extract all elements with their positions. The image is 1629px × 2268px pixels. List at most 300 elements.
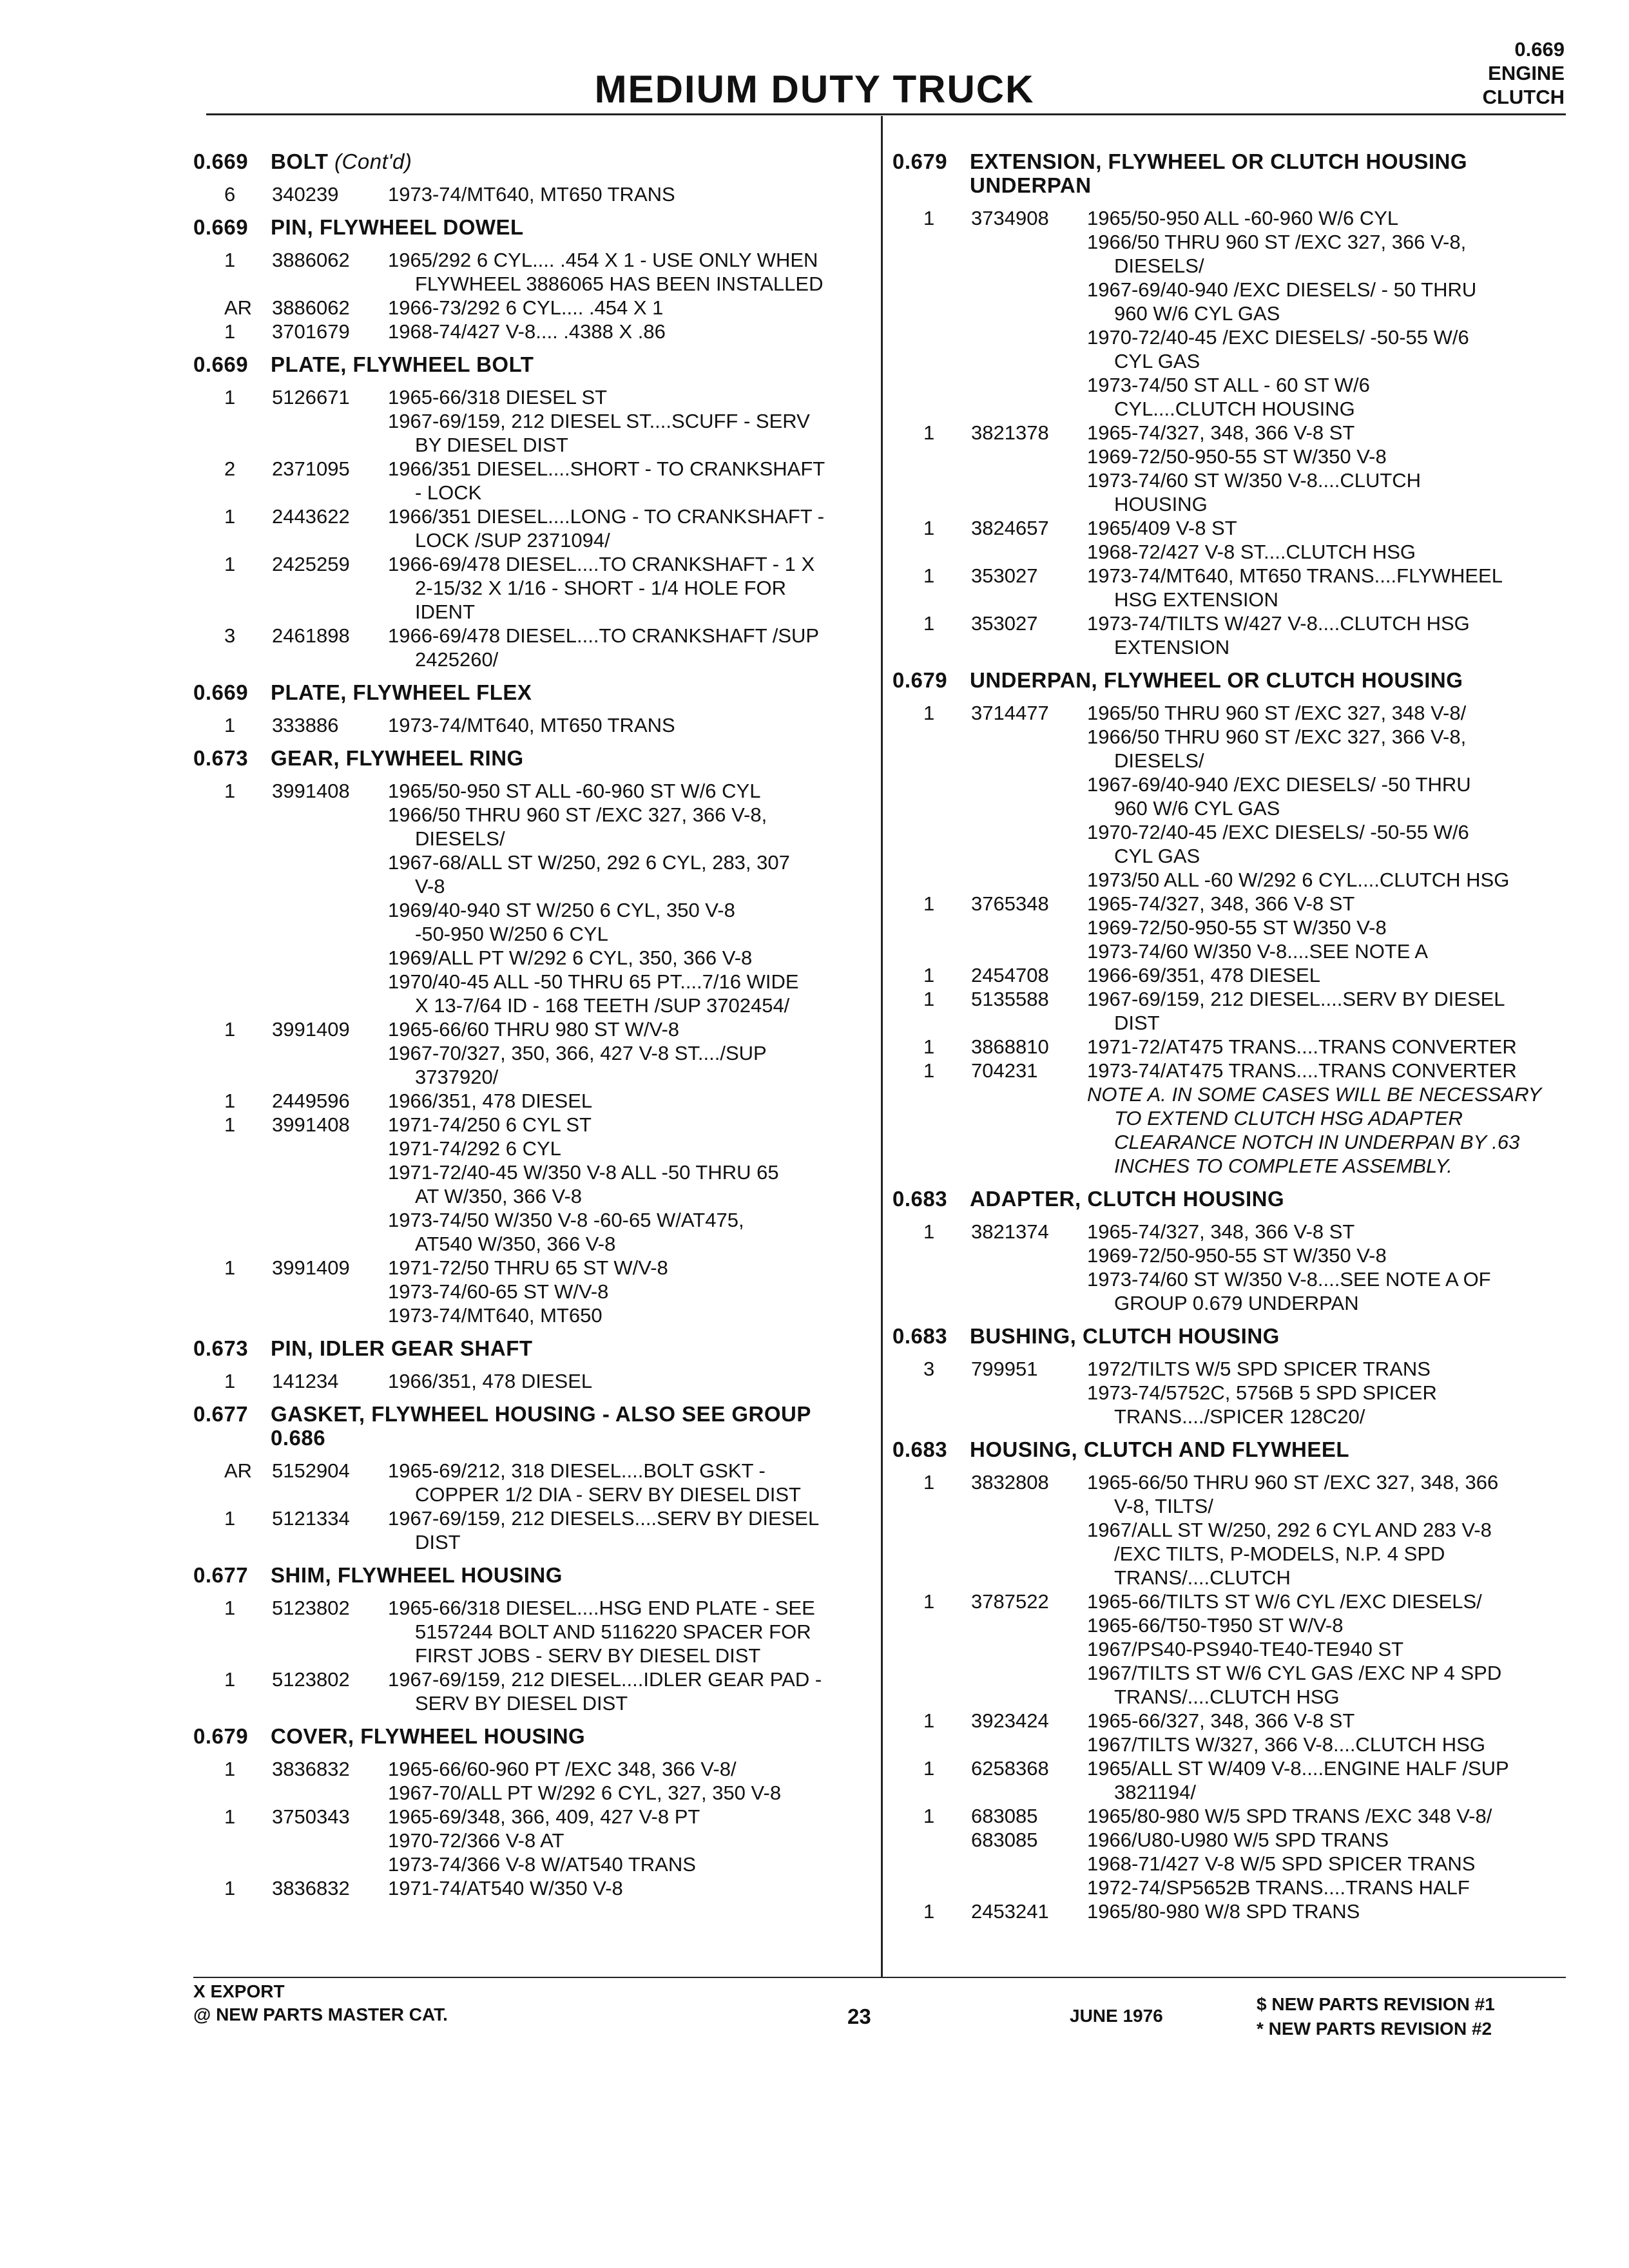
description-line: LOCK /SUP 2371094/ — [415, 529, 610, 552]
description-line: 1973-74/MT640, MT650 TRANS — [388, 183, 675, 206]
part-description — [388, 296, 857, 320]
part-number: 683085 — [971, 1829, 1038, 1851]
part-row — [193, 1805, 857, 1876]
description-line: AT540 W/350, 366 V-8 — [415, 1233, 616, 1255]
part-description — [1087, 963, 1588, 987]
part-number: 353027 — [971, 564, 1038, 587]
description-line: 1965/80-980 W/5 SPD TRANS /EXC 348 V-8/ — [1087, 1805, 1492, 1827]
part-row — [892, 1899, 1588, 1923]
part-number: 3821378 — [971, 421, 1049, 444]
part-quantity: 1 — [923, 1709, 935, 1732]
part-quantity: AR — [224, 296, 253, 319]
part-row — [193, 505, 857, 552]
description-line: 1969/ALL PT W/292 6 CYL, 350, 366 V-8 — [388, 947, 753, 969]
part-quantity: AR — [224, 1459, 253, 1482]
part-number: 3836832 — [272, 1758, 350, 1780]
part-number: 3991409 — [272, 1018, 350, 1041]
group-title-continued: 0.686 — [271, 1426, 326, 1450]
description-line: DIST — [1114, 1012, 1160, 1034]
group-title-wrap — [970, 668, 1463, 692]
part-row — [193, 248, 857, 296]
part-quantity: 1 — [923, 564, 935, 587]
description-line: 1966/351, 478 DIESEL — [388, 1090, 593, 1112]
part-quantity: 1 — [923, 988, 935, 1010]
description-line: 1971-72/AT475 TRANS....TRANS CONVERTER — [1087, 1035, 1517, 1058]
part-row — [193, 296, 857, 320]
part-quantity: 1 — [224, 320, 236, 343]
parts-group — [892, 668, 1588, 1178]
part-description — [1087, 516, 1588, 564]
part-description — [388, 1113, 857, 1256]
description-line: CYL GAS — [1114, 350, 1200, 372]
group-title: BUSHING, CLUTCH HOUSING — [970, 1324, 1280, 1348]
part-row — [193, 182, 857, 206]
left-column — [193, 149, 857, 1900]
description-line: 1966/351 DIESEL....LONG - TO CRANKSHAFT - — [388, 505, 825, 528]
part-number: 3824657 — [971, 517, 1049, 539]
group-title-wrap — [970, 1437, 1349, 1461]
description-line: SERV BY DIESEL DIST — [415, 1692, 628, 1715]
part-description — [388, 1256, 857, 1327]
part-number: 3734908 — [971, 207, 1049, 229]
group-heading — [892, 1437, 1588, 1470]
part-number: 3991409 — [272, 1256, 350, 1279]
description-line: 1966/50 THRU 960 ST /EXC 327, 366 V-8, — [388, 803, 767, 826]
note-row — [892, 1082, 1588, 1178]
part-number: 799951 — [971, 1358, 1038, 1380]
group-number: 0.677 — [193, 1563, 249, 1587]
part-quantity: 1 — [224, 1805, 236, 1828]
description-line: 1967/PS40-PS940-TE40-TE940 ST — [1087, 1638, 1404, 1660]
part-row — [193, 552, 857, 624]
part-quantity: 2 — [224, 457, 236, 480]
part-number: 2443622 — [272, 505, 350, 528]
group-heading — [193, 680, 857, 713]
part-quantity: 3 — [923, 1358, 935, 1380]
part-description — [1087, 987, 1588, 1035]
description-line: 1965-69/212, 318 DIESEL....BOLT GSKT - — [388, 1459, 766, 1482]
part-number: 3991408 — [272, 1113, 350, 1136]
part-quantity — [892, 1082, 971, 1178]
part-row — [892, 1357, 1588, 1428]
group-heading — [892, 1187, 1588, 1220]
part-quantity: 1 — [923, 1757, 935, 1780]
part-number: 340239 — [272, 183, 339, 206]
part-number: 2371095 — [272, 457, 350, 480]
description-line: V-8 — [415, 875, 445, 898]
part-number: 3868810 — [971, 1035, 1049, 1058]
group-title-wrap — [970, 1187, 1284, 1211]
group-number: 0.679 — [892, 668, 948, 692]
footer-rule — [193, 1977, 1566, 1978]
part-description — [388, 457, 857, 505]
section-number: 0.669 — [1514, 38, 1565, 61]
group-heading — [193, 1724, 857, 1757]
description-line: 1965-74/327, 348, 366 V-8 ST — [1087, 421, 1355, 444]
description-line: 1965/80-980 W/8 SPD TRANS — [1087, 1900, 1360, 1923]
description-line: 1971-74/AT540 W/350 V-8 — [388, 1877, 623, 1899]
part-quantity: 1 — [923, 1035, 935, 1058]
part-quantity: 1 — [923, 1220, 935, 1243]
part-number: 141234 — [272, 1370, 339, 1392]
description-line: V-8, TILTS/ — [1114, 1495, 1213, 1517]
part-row — [892, 892, 1588, 963]
part-quantity: 1 — [923, 612, 935, 635]
part-row — [193, 320, 857, 343]
description-line: DIST — [415, 1531, 461, 1553]
description-line: 1965-69/348, 366, 409, 427 V-8 PT — [388, 1805, 700, 1828]
description-line: 1970-72/40-45 /EXC DIESELS/ -50-55 W/6 — [1087, 821, 1469, 843]
part-number: 5123802 — [272, 1597, 350, 1619]
part-description — [388, 505, 857, 552]
part-row — [892, 421, 1588, 516]
part-quantity: 1 — [224, 249, 236, 271]
part-quantity: 1 — [923, 702, 935, 724]
description-line: CYL....CLUTCH HOUSING — [1114, 398, 1355, 420]
group-title-continued: UNDERPAN — [970, 173, 1092, 197]
part-number: 3787522 — [971, 1590, 1049, 1613]
group-title: ADAPTER, CLUTCH HOUSING — [970, 1187, 1285, 1211]
part-row — [892, 1804, 1588, 1828]
description-line: 1971-72/40-45 W/350 V-8 ALL -50 THRU 65 — [388, 1161, 779, 1184]
group-heading — [892, 668, 1588, 701]
footer-export: X EXPORT — [193, 1981, 285, 2001]
description-line: 1967-69/40-940 /EXC DIESELS/ - 50 THRU — [1087, 278, 1477, 301]
group-title: GEAR, FLYWHEEL RING — [271, 746, 524, 770]
part-number: 3765348 — [971, 892, 1049, 915]
part-description — [388, 1506, 857, 1554]
part-quantity: 3 — [224, 624, 236, 647]
group-heading — [193, 1402, 857, 1459]
part-row — [193, 1459, 857, 1506]
part-row — [193, 779, 857, 1017]
group-title: SHIM, FLYWHEEL HOUSING — [271, 1563, 563, 1587]
part-description — [388, 1876, 857, 1900]
group-heading — [193, 746, 857, 779]
part-row — [892, 987, 1588, 1035]
part-row — [193, 713, 857, 737]
description-line: 1973-74/366 V-8 W/AT540 TRANS — [388, 1853, 696, 1876]
part-number: 6258368 — [971, 1757, 1049, 1780]
part-description — [1087, 1899, 1588, 1923]
part-quantity: 1 — [923, 517, 935, 539]
description-line: 1973-74/MT640, MT650 — [388, 1304, 602, 1327]
description-line: 1973/50 ALL -60 W/292 6 CYL....CLUTCH HSG — [1087, 869, 1510, 891]
group-number: 0.673 — [193, 746, 249, 770]
parts-group — [193, 1563, 857, 1715]
part-number: 5123802 — [272, 1668, 350, 1691]
description-line: 1973-74/50 W/350 V-8 -60-65 W/AT475, — [388, 1209, 744, 1231]
description-line: X 13-7/64 ID - 168 TEETH /SUP 3702454/ — [415, 994, 790, 1017]
part-description — [1087, 1828, 1588, 1899]
footer-revision-1: $ NEW PARTS REVISION #1 — [1257, 1994, 1495, 2014]
description-line: TO EXTEND CLUTCH HSG ADAPTER — [1114, 1107, 1463, 1129]
description-line: TRANS/....CLUTCH — [1114, 1566, 1291, 1589]
section-clutch: CLUTCH — [1482, 86, 1565, 108]
part-row — [193, 385, 857, 457]
part-number: 3821374 — [971, 1220, 1049, 1243]
part-number: 5121334 — [272, 1507, 350, 1530]
group-title: PLATE, FLYWHEEL FLEX — [271, 680, 532, 704]
section-engine: ENGINE — [1488, 62, 1565, 84]
part-row — [892, 1470, 1588, 1590]
part-row — [892, 1828, 1588, 1899]
part-description — [388, 624, 857, 671]
description-line: 1965-66/60-960 PT /EXC 348, 366 V-8/ — [388, 1758, 737, 1780]
part-number: 2454708 — [971, 964, 1049, 986]
part-description — [388, 713, 857, 737]
part-number: 2461898 — [272, 624, 350, 647]
description-line: 2-15/32 X 1/16 - SHORT - 1/4 HOLE FOR — [415, 577, 787, 599]
part-quantity: 1 — [224, 1597, 236, 1619]
part-number: 3832808 — [971, 1471, 1049, 1494]
part-description — [388, 1369, 857, 1393]
description-line: DIESELS/ — [1114, 749, 1204, 772]
description-line: 1965-66/327, 348, 366 V-8 ST — [1087, 1709, 1355, 1732]
part-row — [892, 206, 1588, 421]
part-description — [1087, 1035, 1588, 1059]
part-quantity: 1 — [224, 1668, 236, 1691]
description-line: 1968-71/427 V-8 W/5 SPD SPICER TRANS — [1087, 1852, 1476, 1875]
description-line: 1965-74/327, 348, 366 V-8 ST — [1087, 1220, 1355, 1243]
part-quantity: 1 — [224, 714, 236, 736]
description-line: INCHES TO COMPLETE ASSEMBLY. — [1114, 1155, 1452, 1177]
group-heading — [193, 149, 857, 182]
part-row — [193, 1017, 857, 1089]
description-line: 1966-69/478 DIESEL....TO CRANKSHAFT - 1 X — [388, 553, 815, 575]
description-line: 1965/50 THRU 960 ST /EXC 327, 348 V-8/ — [1087, 702, 1467, 724]
part-number — [971, 1082, 1087, 1178]
description-line: 1966/50 THRU 960 ST /EXC 327, 366 V-8, — [1087, 726, 1467, 748]
group-continued: (Cont'd) — [334, 149, 412, 173]
description-line: 3821194/ — [1114, 1781, 1196, 1803]
group-title-wrap — [970, 149, 1467, 197]
description-line: 1965/ALL ST W/409 V-8....ENGINE HALF /SUP — [1087, 1757, 1509, 1780]
group-number: 0.669 — [193, 149, 249, 173]
description-line: 3737920/ — [415, 1066, 499, 1088]
description-line: 1973-74/MT640, MT650 TRANS....FLYWHEEL — [1087, 564, 1503, 587]
part-description — [388, 1089, 857, 1113]
part-number: 3836832 — [272, 1877, 350, 1899]
section-code — [1483, 37, 1565, 109]
part-row — [193, 1369, 857, 1393]
description-line: 1973-74/5752C, 5756B 5 SPD SPICER — [1087, 1381, 1437, 1404]
part-quantity: 6 — [224, 183, 236, 206]
part-quantity: 1 — [923, 964, 935, 986]
part-description — [388, 1596, 857, 1667]
description-line: 1967/TILTS W/327, 366 V-8....CLUTCH HSG — [1087, 1733, 1485, 1756]
part-description — [1087, 1709, 1588, 1756]
description-line: 1973-74/60 ST W/350 V-8....SEE NOTE A OF — [1087, 1268, 1491, 1291]
part-row — [892, 1756, 1588, 1804]
part-row — [892, 564, 1588, 611]
part-row — [193, 1667, 857, 1715]
description-line: 1973-74/TILTS W/427 V-8....CLUTCH HSG — [1087, 612, 1470, 635]
description-line: 1966/351 DIESEL....SHORT - TO CRANKSHAFT — [388, 457, 825, 480]
part-description — [1087, 701, 1588, 892]
description-line: 1969/40-940 ST W/250 6 CYL, 350 V-8 — [388, 899, 735, 921]
parts-group — [193, 680, 857, 737]
description-line: 960 W/6 CYL GAS — [1114, 797, 1280, 820]
group-title-wrap — [271, 680, 532, 704]
part-row — [193, 624, 857, 671]
part-number: 2425259 — [272, 553, 350, 575]
description-line: 1966-73/292 6 CYL.... .454 X 1 — [388, 296, 664, 319]
group-number: 0.683 — [892, 1437, 948, 1461]
part-description — [388, 248, 857, 296]
description-line: 1971-74/250 6 CYL ST — [388, 1113, 592, 1136]
part-number: 333886 — [272, 714, 339, 736]
part-description — [388, 1667, 857, 1715]
description-line: HOUSING — [1114, 493, 1208, 515]
part-number: 3923424 — [971, 1709, 1049, 1732]
part-row — [892, 1059, 1588, 1082]
description-line: 1965-66/T50-T950 ST W/V-8 — [1087, 1614, 1344, 1637]
part-description — [388, 779, 857, 1017]
part-number: 3886062 — [272, 296, 350, 319]
right-column — [892, 149, 1588, 1923]
group-number: 0.669 — [193, 215, 249, 239]
part-row — [193, 457, 857, 505]
group-heading — [193, 1563, 857, 1596]
part-quantity — [892, 1828, 971, 1899]
description-line: 1966-69/478 DIESEL....TO CRANKSHAFT /SUP — [388, 624, 820, 647]
part-quantity: 1 — [923, 1805, 935, 1827]
description-line: DIESELS/ — [1114, 255, 1204, 277]
group-title-wrap — [970, 1324, 1280, 1348]
footer-revision-2: * NEW PARTS REVISION #2 — [1257, 2019, 1492, 2039]
group-number: 0.683 — [892, 1324, 948, 1348]
group-number: 0.677 — [193, 1402, 249, 1426]
description-line: 1965/50-950 ST ALL -60-960 ST W/6 CYL — [388, 780, 761, 802]
description-line: 1967-69/159, 212 DIESEL....SERV BY DIESEL — [1087, 988, 1505, 1010]
part-quantity: 1 — [224, 1507, 236, 1530]
description-line: 1973-74/AT475 TRANS....TRANS CONVERTER — [1087, 1059, 1517, 1082]
part-description — [1087, 206, 1588, 421]
description-line: 1973-74/MT640, MT650 TRANS — [388, 714, 675, 736]
part-description — [1087, 892, 1588, 963]
part-description — [388, 320, 857, 343]
part-description — [1087, 564, 1588, 611]
part-quantity: 1 — [224, 505, 236, 528]
description-line: 1972-74/SP5652B TRANS....TRANS HALF — [1087, 1876, 1470, 1899]
part-quantity: 1 — [224, 780, 236, 802]
group-title-wrap — [271, 1563, 563, 1587]
part-row — [193, 1596, 857, 1667]
group-title-wrap — [271, 215, 524, 239]
part-description — [388, 1757, 857, 1805]
description-line: 1967/ALL ST W/250, 292 6 CYL AND 283 V-8 — [1087, 1519, 1492, 1541]
parts-group — [892, 149, 1588, 659]
description-line: AT W/350, 366 V-8 — [415, 1185, 583, 1207]
description-line: 1967-68/ALL ST W/250, 292 6 CYL, 283, 307 — [388, 851, 790, 874]
description-line: 1973-74/60-65 ST W/V-8 — [388, 1280, 609, 1303]
description-line: CYL GAS — [1114, 845, 1200, 867]
group-title-wrap — [271, 149, 412, 173]
description-line: 1967-70/327, 350, 366, 427 V-8 ST..../SUP — [388, 1042, 767, 1064]
part-row — [892, 516, 1588, 564]
description-line: HSG EXTENSION — [1114, 588, 1278, 611]
parts-group — [892, 1187, 1588, 1315]
part-row — [892, 1220, 1588, 1315]
description-line: 1972/TILTS W/5 SPD SPICER TRANS — [1087, 1358, 1431, 1380]
part-row — [892, 963, 1588, 987]
part-description — [1087, 1590, 1588, 1709]
description-line: IDENT — [415, 601, 475, 623]
part-number: 3714477 — [971, 702, 1049, 724]
description-line: DIESELS/ — [415, 827, 505, 850]
part-row — [892, 1590, 1588, 1709]
description-line: 1965/409 V-8 ST — [1087, 517, 1237, 539]
part-quantity: 1 — [923, 1900, 935, 1923]
group-title: BOLT — [271, 149, 329, 173]
description-line: 1965-66/TILTS ST W/6 CYL /EXC DIESELS/ — [1087, 1590, 1482, 1613]
part-number: 3991408 — [272, 780, 350, 802]
description-line: TRANS/....CLUTCH HSG — [1114, 1686, 1340, 1708]
description-line: 1968-74/427 V-8.... .4388 X .86 — [388, 320, 666, 343]
description-line: 1969-72/50-950-55 ST W/350 V-8 — [1087, 445, 1387, 468]
description-line: 1967-69/159, 212 DIESEL....IDLER GEAR PAD - — [388, 1668, 822, 1691]
group-title-wrap — [271, 1402, 811, 1450]
group-heading — [193, 352, 857, 385]
part-number: 5135588 — [971, 988, 1049, 1010]
part-number: 2453241 — [971, 1900, 1049, 1923]
description-line: 1965-66/318 DIESEL....HSG END PLATE - SEE — [388, 1597, 815, 1619]
description-line: 1965-66/318 DIESEL ST — [388, 386, 608, 408]
description-line: - LOCK — [415, 481, 482, 504]
group-title: UNDERPAN, FLYWHEEL OR CLUTCH HOUSING — [970, 668, 1463, 692]
part-number: 683085 — [971, 1805, 1038, 1827]
part-number: 2449596 — [272, 1090, 350, 1112]
description-line: 1970/40-45 ALL -50 THRU 65 PT....7/16 WIDE — [388, 970, 799, 993]
group-heading — [193, 215, 857, 248]
description-line: 1967-70/ALL PT W/292 6 CYL, 327, 350 V-8 — [388, 1782, 782, 1804]
description-line: 1966-69/351, 478 DIESEL — [1087, 964, 1320, 986]
part-description — [388, 385, 857, 457]
part-description — [1087, 1357, 1588, 1428]
group-heading — [193, 1336, 857, 1369]
description-line: 1971-72/50 THRU 65 ST W/V-8 — [388, 1256, 668, 1279]
part-row — [892, 701, 1588, 892]
part-description — [1087, 1804, 1588, 1828]
note-text — [1087, 1082, 1588, 1178]
part-row — [193, 1757, 857, 1805]
group-title: HOUSING, CLUTCH AND FLYWHEEL — [970, 1437, 1350, 1461]
part-quantity: 1 — [923, 421, 935, 444]
description-line: GROUP 0.679 UNDERPAN — [1114, 1292, 1359, 1314]
part-number: 5152904 — [272, 1459, 350, 1482]
group-number: 0.679 — [892, 149, 948, 173]
page-number: 23 — [847, 2004, 871, 2028]
parts-group — [193, 1402, 857, 1554]
part-description — [1087, 1059, 1588, 1082]
description-line: 1965-66/60 THRU 980 ST W/V-8 — [388, 1018, 680, 1041]
part-row — [193, 1876, 857, 1900]
part-description — [1087, 1470, 1588, 1590]
part-description — [388, 182, 857, 206]
description-line: 1967-69/159, 212 DIESELS....SERV BY DIESEL — [388, 1507, 820, 1530]
parts-group — [892, 1324, 1588, 1428]
parts-group — [193, 1724, 857, 1900]
part-quantity: 1 — [923, 1059, 935, 1082]
description-line: /EXC TILTS, P-MODELS, N.P. 4 SPD — [1114, 1542, 1445, 1565]
description-line: 1970-72/366 V-8 AT — [388, 1829, 564, 1852]
description-line: FLYWHEEL 3886065 HAS BEEN INSTALLED — [415, 273, 824, 295]
part-description — [1087, 611, 1588, 659]
description-line: 1970-72/40-45 /EXC DIESELS/ -50-55 W/6 — [1087, 326, 1469, 349]
group-title-wrap — [271, 1336, 533, 1360]
description-line: NOTE A. IN SOME CASES WILL BE NECESSARY — [1087, 1083, 1542, 1106]
